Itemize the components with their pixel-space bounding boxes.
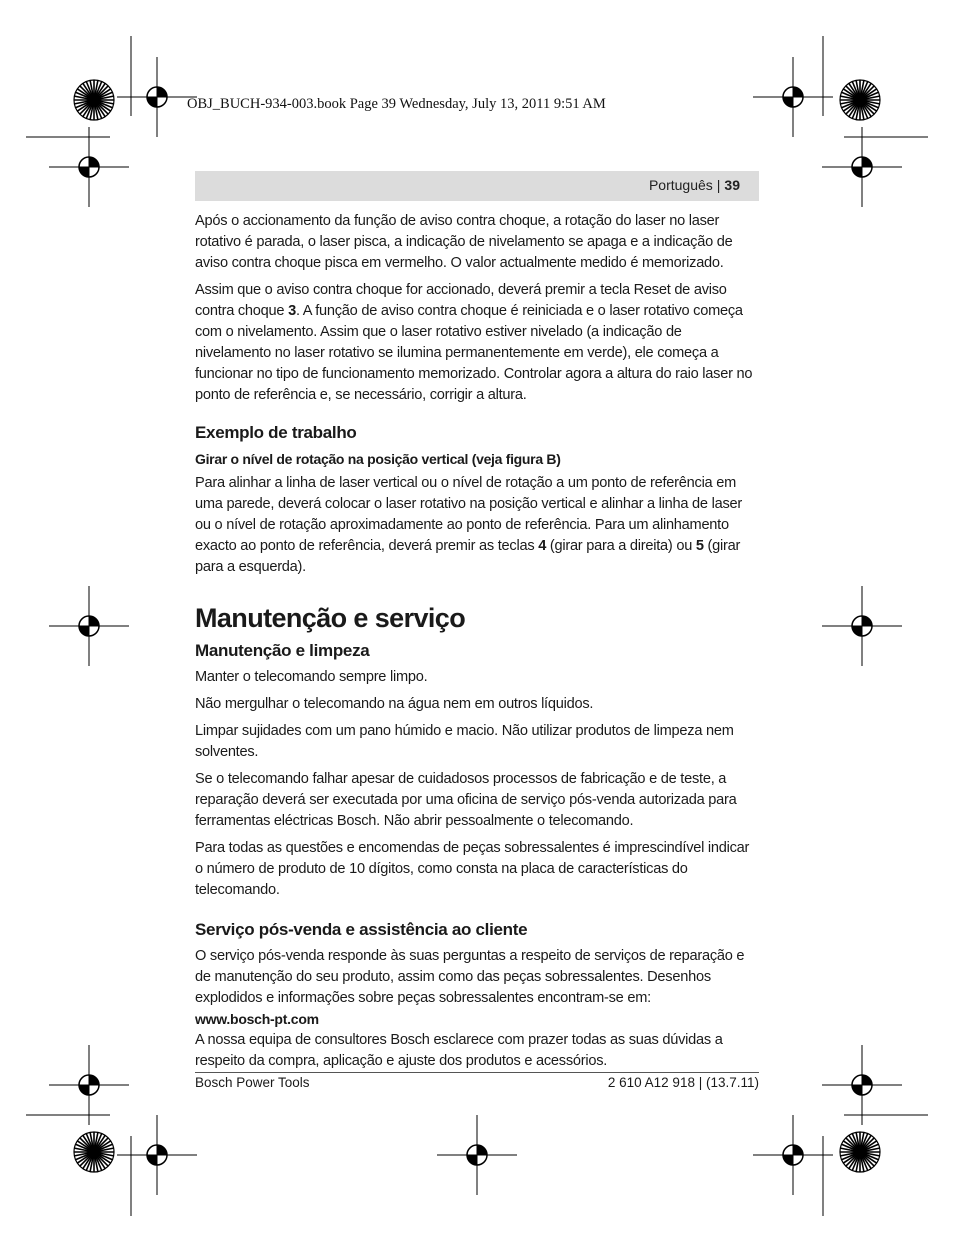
page-body	[195, 211, 759, 1078]
section-heading-cleaning: Manutenção e limpeza	[195, 641, 370, 660]
header-label	[649, 177, 740, 193]
maintenance-item: Limpar sujidades com um pano húmido e macio. Não utilizar produtos de limpeza nem solventes.	[195, 723, 734, 760]
footer-document-number: 2 610 A12 918 | (13.7.11)	[607, 1075, 759, 1090]
maintenance-item: Manter o telecomando sempre limpo.	[195, 669, 428, 685]
page-header	[195, 171, 759, 201]
paragraph-service: O serviço pós-venda responde às suas perguntas a respeito de serviços de reparação e de manutenção do seu produto, assim como das peças sobressalentes. Desenhos explodidos e informações sobre peças sobressalentes encontram-se em:	[195, 948, 745, 1006]
section-heading-work-example: Exemplo de trabalho	[195, 423, 357, 442]
reset-key-number: 3	[288, 303, 296, 319]
paragraph-reset-instructions: Assim que o aviso contra choque for accionado, deverá premir a tecla Reset de aviso contra choque 3. A função de aviso contra choque é reiniciada e o laser rotativo começa com o nivelamento. Assim que o laser rotativo estiver nivelado (a indicação de nivelamento no laser rotativo se ilumina permanentemente em verde), ele começa a funcionar no tipo de funcionamento memorizado. Controlar agora a altura do raio laser no ponto de referência e, se necessário, corrigir a altura.	[195, 282, 753, 403]
chapter-title-maintenance: Manutenção e serviço	[195, 603, 466, 633]
maintenance-item: Se o telecomando falhar apesar de cuidadosos processos de fabricação e de teste, a reparação deverá ser executada por uma oficina de serviço pós-venda autorizada para ferramentas eléctricas Bosch. Não abrir pessoalmente o telecomando.	[195, 771, 737, 829]
key-rotate-left: 5	[695, 538, 704, 554]
service-website-link[interactable]: www.bosch-pt.com	[195, 1011, 319, 1027]
maintenance-item: Para todas as questões e encomendas de peças sobressalentes é imprescindível indicar o número de produto de 10 dígitos, como consta na placa de características do telecomando.	[195, 840, 750, 898]
header-separator: |	[716, 177, 721, 193]
paragraph-consultants: A nossa equipa de consultores Bosch esclarece com prazer todas as suas dúvidas a respeito da compra, aplicação e ajuste dos produtos e acessórios.	[195, 1032, 723, 1069]
header-language: Português	[648, 177, 713, 193]
paragraph-impact-alert: Após o accionamento da função de aviso contra choque, a rotação do laser no laser rotativo é parada, o laser pisca, a indicação de nivelamento se apaga e a indicação de aviso contra choque pisca em vermelho. O valor actualmente medido é memorizado.	[195, 213, 733, 271]
key-rotate-right: 4	[538, 538, 547, 554]
subheading-vertical-rotation: Girar o nível de rotação na posição vertical (veja figura B)	[195, 451, 561, 467]
paragraph-vertical-alignment: Para alinhar a linha de laser vertical ou o nível de rotação a um ponto de referência em uma parede, deverá colocar o laser rotativo na posição vertical e alinhar a linha de laser ou o nível de rotação aproximadamente ao ponto de referência. Para um alinhamento exacto ao ponto de referência, deverá premir as teclas 4 (girar para a direita) ou 5 (girar para a esquerda).	[195, 475, 742, 575]
page-number: 39	[724, 177, 740, 193]
print-slug: OBJ_BUCH-934-003.book Page 39 Wednesday, July 13, 2011 9:51 AM	[187, 96, 606, 112]
section-heading-service: Serviço pós-venda e assistência ao cliente	[195, 920, 528, 939]
footer-divider	[195, 1072, 759, 1073]
maintenance-item: Não mergulhar o telecomando na água nem em outros líquidos.	[195, 696, 594, 712]
footer-publisher: Bosch Power Tools	[195, 1075, 310, 1090]
